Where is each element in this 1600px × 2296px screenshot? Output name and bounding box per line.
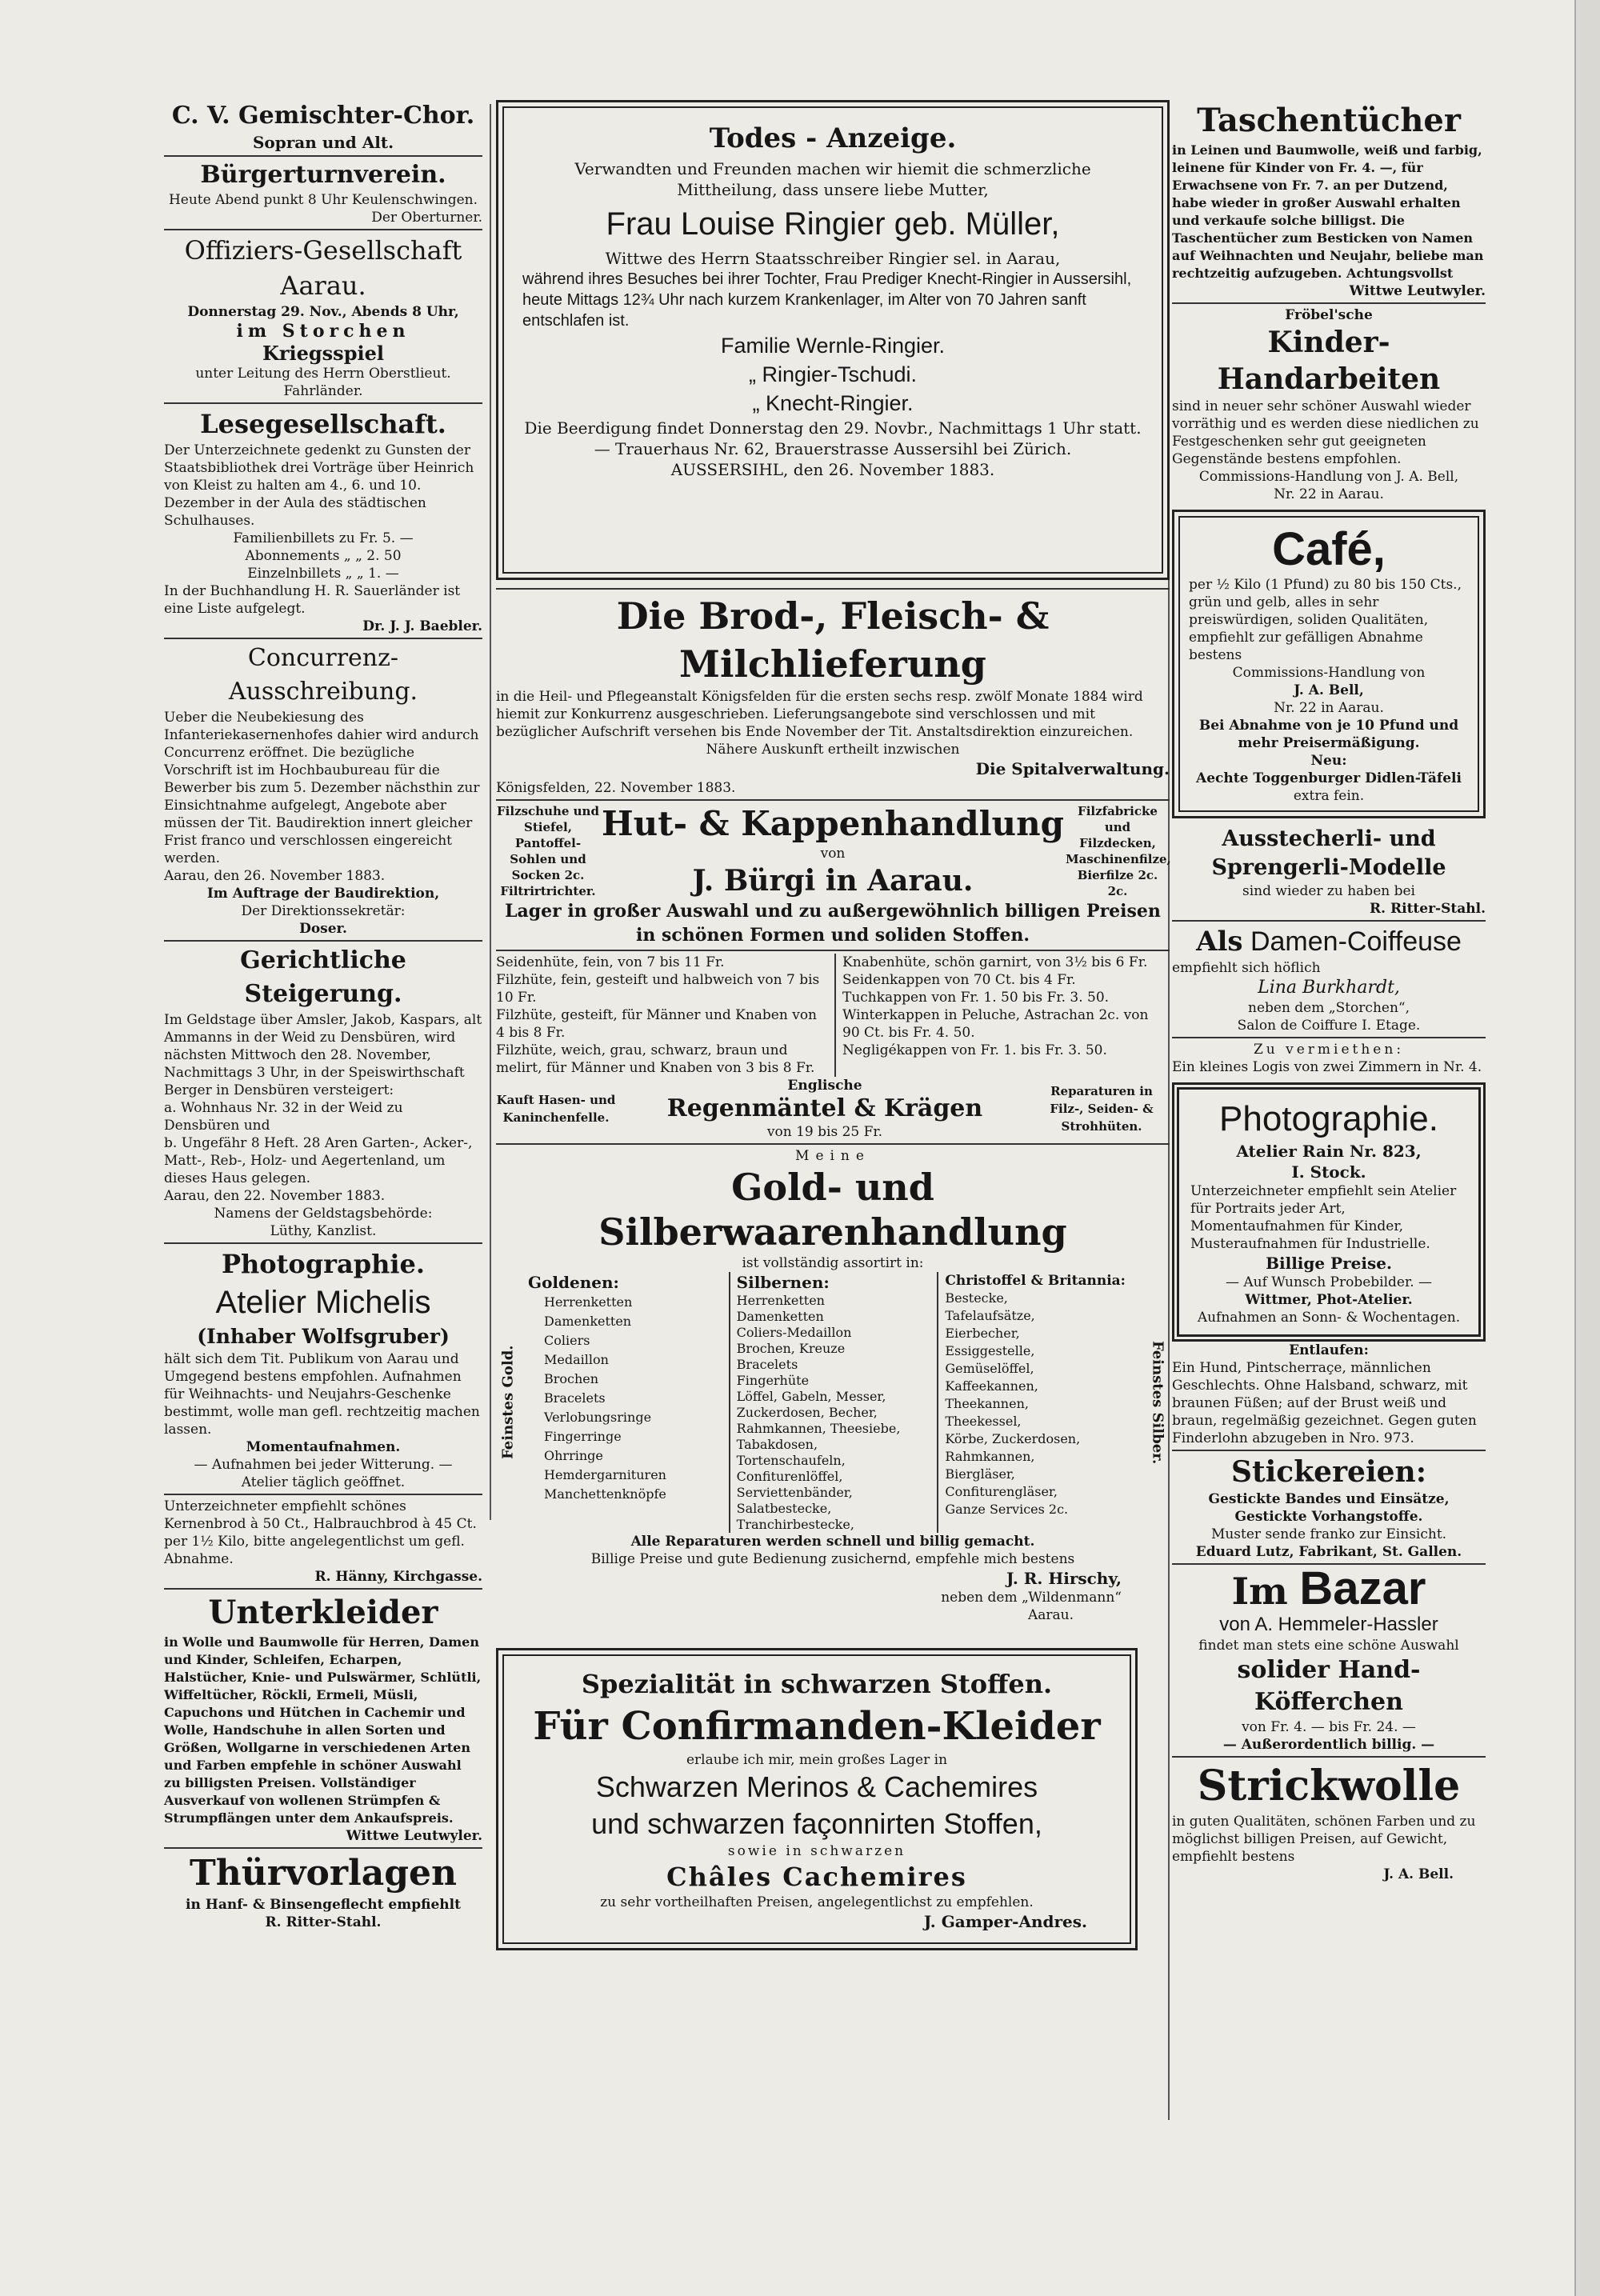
gold-list-item: Kaffeekannen, bbox=[945, 1378, 1038, 1394]
gold-list-item: Eierbecher, bbox=[945, 1326, 1020, 1341]
column-rule-left bbox=[490, 104, 491, 1520]
gold-list-item: Salatbestecke, bbox=[736, 1501, 832, 1516]
gold-list-item: Hemdergarnituren bbox=[544, 1467, 666, 1482]
ad-steigerung: Gerichtliche Steigerung. Im Geldstage über Amsler, Jakob, Kaspars, alt Ammanns in der Weid zu Densbüren, wird nächsten Mittwoch den 28. November, Nachmittags 3 Uhr, in der Speiswirthschaft Berger in Densbüren versteigert: a. Wohnhaus Nr. 32 in der Weid zu Densbüren und b. Ungefähr 8 Heft. 28 Aren Garten-, Acker-, Matt-, Reb-, Holz- und Aegertenland, um dieses Haus gelegen. Aarau, den 22. November 1883. Namens der Geldstagsbehörde: Lüthy, Kanzlist. bbox=[164, 946, 482, 1239]
gold-list-item: Manchettenknöpfe bbox=[544, 1486, 666, 1502]
gold-list-item: Löffel, Gabeln, Messer, bbox=[736, 1389, 886, 1404]
ad-offiziers: Offiziers-Gesellschaft Aarau. Donnerstag 29. Nov., Abends 8 Uhr, im Storchen Kriegsspiel unter Leitung des Herrn Oberstlieut. Fahrländer. bbox=[184, 235, 462, 399]
ad-goldsilber: Meine Gold- und Silberwaarenhandlung ist vollständig assortirt in: Feinstes Gold. Goldenen: Herrenketten Damenketten Coliers Medaillon Brochen Bracelets Verlobungsringe Fingerringe Ohrringe Hemdergarnituren Manchettenknöpfe Silbernen: Herrenketten Damenketten Coliers-Medaillon Brochen, Kreuze Bracelets Fingerhüte Löffel, Gabeln, Messer, Zuckerdosen, Becher, Rahmkannen, Theesiebe, Tabakdosen, Tortenschaufeln, Confiturenlöffel, Serviettenbänder, Salatbestecke, Tranchirbestecke, Christoffel & Britannia: Bestecke, Tafelaufsätze, Eierbecher, Essiggestelle, Gemüselöffel, Kaffeekannen, Theekannen, Theekessel, Körbe, Zuckerdosen, Rahmkannen, Biergläser, Confiturengläser, Ganze Services 2c. Feinstes Silber. Alle Reparaturen werden schnell und billig gemacht. Billige Preise und gute Bedienung zusichernd, empfehle mich bestens J. R. Hirschy, neben dem „Wildenmann“ Aarau. bbox=[499, 1148, 1166, 1623]
ad-photographie-wittmer: Photographie. Atelier Rain Nr. 823, I. Stock. Unterzeichneter empfiehlt sein Atelier für Portraits jeder Art, Momentaufnahmen für Kinder, Musteraufnahmen für Industrielle. Billige Preise. — Auf Wunsch Probebilder. — Wittmer, Phot-Atelier. Aufnahmen an Sonn- & Wochentagen. bbox=[1172, 1082, 1486, 1342]
ad-cafe: Café, per ½ Kilo (1 Pfund) zu 80 bis 150 Cts., grün und gelb, alles in sehr preiswürdigen, soliden Qualitäten, empfiehlt zur gefälligen Abnahme bestens Commissions-Handlung von J. A. Bell, Nr. 22 in Aarau. Bei Abnahme von je 10 Pfund und mehr Preisermäßigung. Neu: Aechte Toggenburger Didlen-Täfeli extra fein. bbox=[1172, 510, 1486, 818]
ad-lesegesellschaft: Lesegesellschaft. Der Unterzeichnete gedenkt zu Gunsten der Staatsbibliothek drei Vorträge über Heinrich von Kleist zu halten am 4., 6. und 10. Dezember in der Aula des städtischen Schulhauses. Familienbillets zu Fr. 5. — Abonnements „ „ 2. 50 Einzelnbillets „ „ 1. — In der Buchhandlung H. R. Sauerländer ist eine Liste aufgelegt. Dr. J. J. Baebler. bbox=[164, 409, 482, 634]
gold-list-item: Herrenketten bbox=[544, 1294, 633, 1310]
ad-concurrenz: Concurrenz-Ausschreibung. Ueber die Neubekiesung des Infanteriekasernenhofes dahier wird andurch Concurrenz eröffnet. Die bezügliche Vorschrift ist im Hochbaubureau für die Bewerber bis zum 5. Dezember nächsthin zur Einsichtnahme aufgelegt, Angebote aber müssen der Tit. Baudirektion innert gleicher Frist franco und verschlossen eingereicht werden. Aarau, den 26. November 1883. Im Auftrage der Baudirektion, Der Direktionssekretär: Doser. bbox=[164, 644, 480, 937]
ad-thuervorlagen: Thürvorlagen in Hanf- & Binsengeflecht empfiehlt R. Ritter-Stahl. bbox=[186, 1853, 461, 1930]
gold-list-item: Gemüselöffel, bbox=[945, 1361, 1034, 1376]
ad-coiffeuse: Als Damen-Coiffeuse empfiehlt sich höflich Lina Burkhardt, neben dem „Storchen“, Salon de Coiffure I. Etage. bbox=[1172, 926, 1462, 1034]
gold-list-item: Tranchirbestecke, bbox=[736, 1517, 854, 1532]
ad-schwarze-stoffe: Spezialität in schwarzen Stoffen. Für Confirmanden-Kleider erlaube ich mir, mein großes Lager in Schwarzen Merinos & Cachemires und schwarzen façonnirten Stoffen, sowie in schwarzen Châles Cachemires zu sehr vortheilhaften Preisen, angelegentlichst zu empfehlen. J. Gamper-Andres. bbox=[496, 1648, 1138, 1950]
ad-froebel: Fröbel'sche Kinder-Handarbeiten sind in neuer sehr schöner Auswahl wieder vorräthig und es werden diese niedlichen zu Festgeschenken sehr gut geeigneten Gegenstände bestens empfohlen. Commissions-Handlung von J. A. Bell, Nr. 22 in Aarau. bbox=[1172, 307, 1479, 502]
gold-list-item: Coliers bbox=[544, 1333, 590, 1348]
gold-list-item: Theekessel, bbox=[945, 1414, 1022, 1429]
gold-list-christoffel: Christoffel & Britannia: Bestecke, Tafelaufsätze, Eierbecher, Essiggestelle, Gemüselöffel, Kaffeekannen, Theekannen, Theekessel, Körbe, Zuckerdosen, Rahmkannen, Biergläser, Confiturengläser, Ganze Services 2c. bbox=[937, 1272, 1138, 1533]
ad-entlaufen: Entlaufen: Ein Hund, Pintscherraçe, männlichen Geschlechts. Ohne Halsband, schwarz, mit braunen Füßen; auf der Brust weiß und braun, regelmäßig gezeichnet. Gegen guten Finderlohn abzugeben in Nro. 973. bbox=[1172, 1342, 1477, 1446]
gold-list-item: Essiggestelle, bbox=[945, 1343, 1035, 1358]
gold-list-item: Verlobungsringe bbox=[544, 1410, 652, 1425]
ad-brot: Unterzeichneter empfiehlt schönes Kernenbrod à 50 Ct., Halbrauchbrod à 45 Ct. per 1½ Kilo, bitte angelegentlichst um gefl. Abnahme. R. Hänny, Kirchgasse. bbox=[164, 1498, 482, 1585]
gold-list-item: Medaillon bbox=[544, 1352, 609, 1367]
ad-hutkappen: Filzschuhe und Stiefel, Pantoffel-Sohlen und Socken 2c. Filtrirtrichter. Hut- & Kappenhandlung von J. Bürgi in Aarau. Filzfabricke und Filzdecken, Maschinenfilze, Bierfilze 2c. 2c. Lager in großer Auswahl und zu außergewöhnlich billigen Preisen in schönen Formen und soliden Stoffen. Seidenhüte, fein, von 7 bis 11 Fr. Filzhüte, fein, gesteift und halbweich von 7 bis 10 Fr. Filzhüte, gesteift, für Männer und Knaben von 4 bis 8 Fr. Filzhüte, weich, grau, schwarz, braun und melirt, für Männer und Knaben von 3 bis 8 Fr. Knabenhüte, schön garnirt, von 3½ bis 6 Fr. Seidenkappen von 70 Ct. bis 4 Fr. Tuchkappen von Fr. 1. 50 bis Fr. 3. 50. Winterkappen in Peluche, Astrachan 2c. von 90 Ct. bis Fr. 4. 50. Negligékappen von Fr. 1. bis Fr. 3. 50. Kauft Hasen- und Kaninchenfelle. Englische Regenmäntel & Krägen von 19 bis 25 Fr. Reparaturen in Filz-, Seiden- & Strohhüten. bbox=[496, 804, 1171, 1140]
left-column bbox=[164, 100, 482, 1931]
ad-vermiethen: Zu vermiethen: Ein kleines Logis von zwei Zimmern in Nr. 4. bbox=[1172, 1042, 1482, 1075]
ad-turnverein: Bürgerturnverein. Heute Abend punkt 8 Uhr Keulenschwingen. Der Oberturner. bbox=[168, 161, 482, 226]
gold-list-item: Fingerhüte bbox=[736, 1373, 810, 1388]
gold-list-silbernen: Silbernen: Herrenketten Damenketten Coliers-Medaillon Brochen, Kreuze Bracelets Fingerhüte Löffel, Gabeln, Messer, Zuckerdosen, Becher, Rahmkannen, Theesiebe, Tabakdosen, Tortenschaufeln, Confiturenlöffel, Serviettenbänder, Salatbestecke, Tranchirbestecke, bbox=[729, 1272, 930, 1533]
gold-list-item: Bracelets bbox=[544, 1390, 606, 1406]
gold-list-item: Rahmkannen, bbox=[945, 1449, 1035, 1464]
gold-list-item: Körbe, Zuckerdosen, bbox=[945, 1431, 1081, 1446]
gold-list-item: Damenketten bbox=[736, 1309, 824, 1324]
right-column bbox=[1172, 100, 1486, 1883]
gold-list-item: Coliers-Medaillon bbox=[736, 1325, 852, 1340]
gold-list-goldenen: Goldenen: Herrenketten Damenketten Coliers Medaillon Brochen Bracelets Verlobungsringe Fingerringe Ohrringe Hemdergarnituren Manchettenknöpfe bbox=[528, 1272, 721, 1533]
gold-list-item: Brochen, Kreuze bbox=[736, 1341, 846, 1356]
gold-list-item: Tabakdosen, bbox=[736, 1437, 818, 1452]
ad-chor: C. V. Gemischter-Chor. Sopran und Alt. bbox=[171, 102, 475, 152]
ad-lieferung: Die Brod-, Fleisch- & Milchlieferung in die Heil- und Pflegeanstalt Königsfelden für die ersten sechs resp. zwölf Monate 1884 wird hiemit zur Konkurrenz ausgeschrieben. Lieferungsangebote sind verschlossen und mit bezüglicher Aufschrift versehen bis Ende November der Tit. Anstaltsdirektion einzureichen. Nähere Auskunft ertheilt inzwischen Die Spitalverwaltung. Königsfelden, 22. November 1883. bbox=[496, 594, 1170, 796]
gold-list-item: Ganze Services 2c. bbox=[945, 1502, 1069, 1517]
gold-list-item: Rahmkannen, Theesiebe, bbox=[736, 1421, 901, 1436]
ad-unterkleider: Unterkleider in Wolle und Baumwolle für Herren, Damen und Kinder, Schleifen, Echarpen, Halstücher, Knie- und Pulswärmer, Schlütli, Wiffeltücher, Röckli, Ermeli, Müsli, Capuchons und Hütchen in Cachemir und Wolle, Handschuhe in allen Sorten und Größen, Wollgarne in verschiedenen Arten und Farben empfehle in schöner Auswahl zu billigsten Preisen. Vollständiger Ausverkauf von wollenen Strümpfen & Strumpflängen unter dem Ankaufspreis. Wittwe Leutwyler. bbox=[164, 1594, 482, 1844]
ad-ausstecherli: Ausstecherli- und Sprengerli-Modelle sind wieder zu haben bei R. Ritter-Stahl. bbox=[1211, 826, 1486, 917]
center-column bbox=[496, 100, 1170, 1950]
ad-bazar: Im Bazar von A. Hemmeler-Hassler findet man stets eine schöne Auswahl solider Hand-Köfferchen von Fr. 4. — bis Fr. 24. — — Außerordentlich billig. — bbox=[1198, 1562, 1459, 1753]
gold-list-item: Damenketten bbox=[544, 1314, 632, 1329]
gold-list-item: Ohrringe bbox=[544, 1448, 603, 1463]
gold-list-item: Confiturenlöffel, bbox=[736, 1469, 843, 1484]
page-edge bbox=[1574, 0, 1600, 2296]
ad-strickwolle: Strickwolle in guten Qualitäten, schönen Farben und zu möglichst billigen Preisen, auf Gewicht, empfiehlt bestens J. A. Bell. bbox=[1172, 1762, 1476, 1882]
gold-list-item: Biergläser, bbox=[945, 1466, 1015, 1482]
gold-list-item: Theekannen, bbox=[945, 1396, 1029, 1411]
gold-list-item: Herrenketten bbox=[736, 1293, 825, 1308]
ad-stickereien: Stickereien: Gestickte Bandes und Einsätze, Gestickte Vorhangstoffe. Muster sende franko zur Einsicht. Eduard Lutz, Fabrikant, St. Gallen. bbox=[1195, 1455, 1462, 1560]
gold-list-item: Brochen bbox=[544, 1371, 599, 1386]
gold-list-item: Zuckerdosen, Becher, bbox=[736, 1405, 878, 1420]
ad-todesanzeige: Todes - Anzeige. Verwandten und Freunden machen wir hiemit die schmerzliche Mittheilung, dass unsere liebe Mutter, Frau Louise Ringier geb. Müller, Wittwe des Herrn Staatsschreiber Ringier sel. in Aarau, während ihres Besuches bei ihrer Tochter, Frau Prediger Knecht-Ringier in Aussersihl, heute Mittags 12¾ Uhr nach kurzem Krankenlager, im Alter von 70 Jahren sanft entschlafen ist. Familie Wernle-Ringier. „ Ringier-Tschudi. „ Knecht-Ringier. Die Beerdigung findet Donnerstag den 29. Novbr., Nachmittags 1 Uhr statt. — Trauerhaus Nr. 62, Brauerstrasse Aussersihl bei Zürich. AUSSERSIHL, den 26. November 1883. bbox=[496, 100, 1170, 580]
gold-list-item: Fingerringe bbox=[544, 1429, 622, 1444]
gold-list-item: Bestecke, bbox=[945, 1290, 1008, 1306]
ad-photographie-michelis: Photographie. Atelier Michelis (Inhaber Wolfsgruber) hält sich dem Tit. Publikum von Aarau und Umgegend bestens empfohlen. Aufnahmen für Weihnachts- und Neujahrs-Geschenke bestimmt, wolle man gefl. rechtzeitig machen lassen. Momentaufnahmen. — Aufnahmen bei jeder Witterung. — Atelier täglich geöffnet. bbox=[164, 1249, 480, 1490]
gold-list-item: Tortenschaufeln, bbox=[736, 1453, 846, 1468]
gold-list-item: Serviettenbänder, bbox=[736, 1485, 853, 1500]
gold-list-item: Bracelets bbox=[736, 1357, 798, 1372]
gold-list-item: Tafelaufsätze, bbox=[945, 1308, 1035, 1323]
ad-taschentuecher: Taschentücher in Leinen und Baumwolle, weiß und farbig, leinene für Kinder von Fr. 4. —, für Erwachsene von Fr. 7. an per Dutzend, habe wieder in großer Auswahl erhalten und verkaufe solche billigst. Die Taschentücher zum Besticken von Namen auf Weihnachten und Neujahr, beliebe man rechtzeitig aufzugeben. Achtungsvollst Wittwe Leutwyler. bbox=[1172, 102, 1486, 299]
gold-list-item: Confiturengläser, bbox=[945, 1484, 1058, 1499]
